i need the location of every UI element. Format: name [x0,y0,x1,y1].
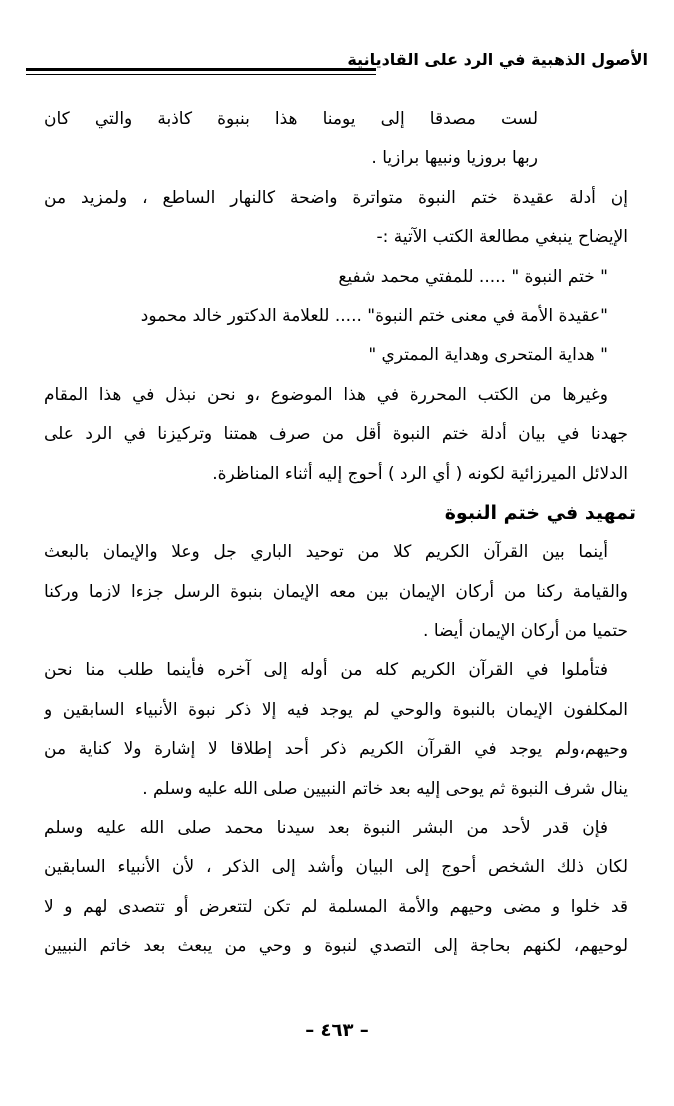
text-line: فتأملوا في القرآن الكريم كله من أوله إلى آخره فأينما طلب منا نحن [44,660,608,681]
text-line: ربها بروزيا ونبيها برازيا . [371,148,538,169]
text-line: حتميا من أركان الإيمان أيضا . [423,621,628,642]
text-line: إن أدلة عقيدة ختم النبوة متواترة واضحة كالنهار الساطع ، ولمزيد من [44,187,628,208]
text-line: الإيضاح ينبغي مطالعة الكتب الآتية :- [376,227,628,248]
header-rule-thin [26,74,376,75]
text-line: وحيهم،ولم يوجد في القرآن الكريم ذكر أحد إطلاقا لا إشارة ولا كناية من [44,739,628,760]
section-heading: تمهيد في ختم النبوة [444,501,636,524]
text-line: لست مصدقا إلى يومنا هذا بنبوة كاذبة والتي كان [44,109,538,129]
text-line: ينال شرف النبوة ثم يوحى إليه بعد خاتم النبيين صلى الله عليه وسلم . [142,778,628,799]
book-list-item: " ختم النبوة " ..... للمفتي محمد شفيع [338,266,608,287]
text-line: والقيامة ركنا من أركان الإيمان بين معه الإيمان بنبوة الرسل جزءا لازما وركنا [44,581,628,602]
body-text [44,100,636,967]
text-line: أينما بين القرآن الكريم كلا من توحيد الباري جل وعلا والإيمان بالبعث [44,542,608,563]
running-header [18,46,648,86]
book-list-item: " هداية المتحرى وهداية الممتري " [368,345,608,366]
book-list-item: "عقيدة الأمة في معنى ختم النبوة" ..... للعلامة الدكتور خالد محمود [140,305,608,326]
text-line: فإن قدر لأحد من البشر النبوة بعد سيدنا محمد صلى الله عليه وسلم [44,818,608,839]
text-line: لوحيهم، لكنهم بحاجة إلى التصدي لنبوة و وحي من يبعث بعد خاتم النبيين [44,936,628,957]
text-line: لكان ذلك الشخص أحوج إلى البيان وأشد إلى الذكر ، لأن الأنبياء السابقين [44,857,628,878]
text-line: الدلائل الميرزائية لكونه ( أي الرد ) أحوج إليه أثناء المناظرة. [212,463,628,484]
header-rule-thick [26,68,376,71]
page-number: – ٤٦٣ – [305,1020,369,1041]
text-line: المكلفون الإيمان بالنبوة والوحي لم يوجد فيه إلا ذكر نبوة الأنبياء السابقين و [44,699,628,720]
text-line: قد خلوا و مضى وحيهم والأمة المسلمة لم تكن لتتعرض أو تتصدى لهم و لا [44,896,628,917]
running-header-title: الأصول الذهبية في الرد على القاديانية [347,50,648,69]
text-line: جهدنا في بيان أدلة ختم النبوة أقل من صرف همتنا وتركيزنا في الرد على [44,424,628,445]
text-line: وغيرها من الكتب المحررة في هذا الموضوع ،و نحن نبذل في هذا المقام [44,384,608,405]
